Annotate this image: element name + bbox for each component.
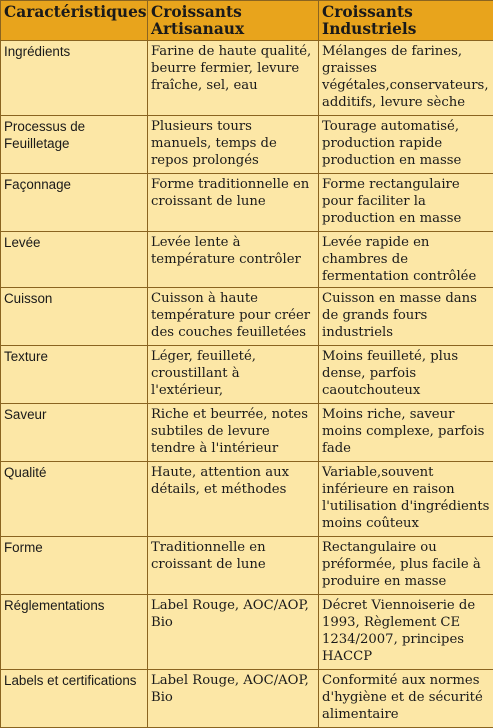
industrial-cell: Tourage automatisé, production rapide production en masse bbox=[319, 116, 493, 174]
artisanal-cell: Forme traditionnelle en croissant de lune bbox=[148, 174, 319, 232]
table-row bbox=[1, 232, 493, 288]
industrial-cell: Forme rectangulaire pour faciliter la production en masse bbox=[319, 174, 493, 232]
feature-cell: Forme bbox=[1, 537, 148, 595]
industrial-cell: Mélanges de farines, graisses végétales,conservateurs, additifs, levure sèche bbox=[319, 41, 493, 116]
industrial-cell: Cuisson en masse dans de grands fours industriels bbox=[319, 288, 493, 346]
table-row bbox=[1, 346, 493, 404]
artisanal-cell: Riche et beurrée, notes subtiles de levure tendre à l'intérieur bbox=[148, 404, 319, 462]
table-row bbox=[1, 404, 493, 462]
industrial-cell: Variable,souvent inférieure en raison l'utilisation d'ingrédients moins coûteux bbox=[319, 462, 493, 537]
feature-cell: Ingrédients bbox=[1, 41, 148, 116]
industrial-cell: Conformité aux normes d'hygiène et de sécurité alimentaire bbox=[319, 670, 493, 728]
artisanal-cell: Label Rouge, AOC/AOP, Bio bbox=[148, 595, 319, 670]
feature-cell: Cuisson bbox=[1, 288, 148, 346]
table-row bbox=[1, 116, 493, 174]
feature-cell: Façonnage bbox=[1, 174, 148, 232]
table-row bbox=[1, 174, 493, 232]
feature-cell: Saveur bbox=[1, 404, 148, 462]
artisanal-cell: Farine de haute qualité, beurre fermier, levure fraîche, sel, eau bbox=[148, 41, 319, 116]
artisanal-cell: Plusieurs tours manuels, temps de repos prolongés bbox=[148, 116, 319, 174]
table-row bbox=[1, 41, 493, 116]
header-industrial: Croissants Industriels bbox=[319, 1, 493, 41]
industrial-cell: Moins feuilleté, plus dense, parfois caoutchouteux bbox=[319, 346, 493, 404]
artisanal-cell: Léger, feuilleté, croustillant à l'extérieur, bbox=[148, 346, 319, 404]
artisanal-cell: Haute, attention aux détails, et méthodes bbox=[148, 462, 319, 537]
table-row bbox=[1, 288, 493, 346]
table-header bbox=[1, 1, 493, 41]
table-row bbox=[1, 670, 493, 728]
header-characteristics: Caractéristiques bbox=[1, 1, 148, 41]
feature-cell: Réglementations bbox=[1, 595, 148, 670]
artisanal-cell: Cuisson à haute température pour créer des couches feuilletées bbox=[148, 288, 319, 346]
industrial-cell: Moins riche, saveur moins complexe, parfois fade bbox=[319, 404, 493, 462]
feature-cell: Labels et certifications bbox=[1, 670, 148, 728]
industrial-cell: Levée rapide en chambres de fermentation contrôlée bbox=[319, 232, 493, 288]
header-row bbox=[1, 1, 493, 41]
feature-cell: Qualité bbox=[1, 462, 148, 537]
feature-cell: Levée bbox=[1, 232, 148, 288]
feature-cell: Texture bbox=[1, 346, 148, 404]
table-row bbox=[1, 595, 493, 670]
artisanal-cell: Traditionnelle en croissant de lune bbox=[148, 537, 319, 595]
industrial-cell: Décret Viennoiserie de 1993, Règlement CE 1234/2007, principes HACCP bbox=[319, 595, 493, 670]
table-body bbox=[1, 41, 493, 728]
industrial-cell: Rectangulaire ou préformée, plus facile à produire en masse bbox=[319, 537, 493, 595]
table-row bbox=[1, 537, 493, 595]
feature-cell: Processus de Feuilletage bbox=[1, 116, 148, 174]
table-row bbox=[1, 462, 493, 537]
header-artisanal: Croissants Artisanaux bbox=[148, 1, 319, 41]
artisanal-cell: Levée lente à température contrôler bbox=[148, 232, 319, 288]
artisanal-cell: Label Rouge, AOC/AOP, Bio bbox=[148, 670, 319, 728]
